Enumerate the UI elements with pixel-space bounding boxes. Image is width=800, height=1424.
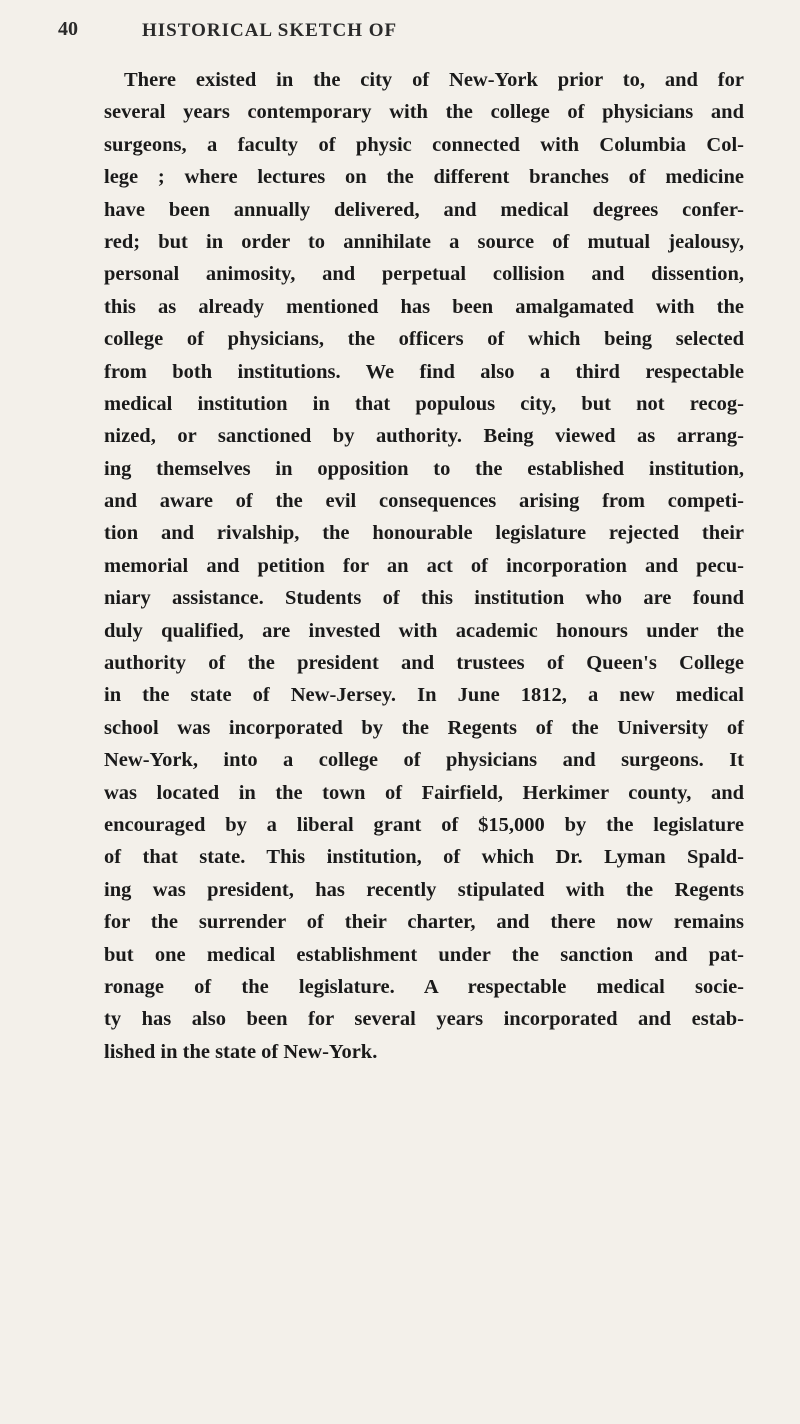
text-line: school was incorporated by the Regents of the University of <box>104 716 744 739</box>
text-line: personal animosity, and perpetual collision and dissention, <box>104 263 744 286</box>
text-line: encouraged by a liberal grant of $15,000 by the legislature <box>104 813 744 836</box>
text-line: this as already mentioned has been amalgamated with the <box>104 295 744 318</box>
text-line: but one medical establishment under the sanction and pat- <box>104 943 744 966</box>
text-line: for the surrender of their charter, and there now remains <box>104 911 744 934</box>
text-line: have been annually delivered, and medical degrees confer- <box>104 198 744 221</box>
text-line: niary assistance. Students of this institution who are found <box>104 587 744 610</box>
text-line: and aware of the evil consequences arising from competi- <box>104 490 744 513</box>
text-line: college of physicians, the officers of which being selected <box>104 328 744 351</box>
running-head: HISTORICAL SKETCH OF <box>142 20 398 41</box>
text-line: ty has also been for several years incorporated and estab- <box>104 1008 744 1031</box>
text-line: nized, or sanctioned by authority. Being viewed as arrang- <box>104 425 744 448</box>
text-line: in the state of New-Jersey. In June 1812, a new medical <box>104 684 744 707</box>
text-line: tion and rivalship, the honourable legislature rejected their <box>104 522 744 545</box>
text-line: red; but in order to annihilate a source of mutual jealousy, <box>104 230 744 253</box>
text-line: lege ; where lectures on the different branches of medicine <box>104 166 744 189</box>
text-line: several years contemporary with the college of physicians and <box>104 101 744 124</box>
text-line: from both institutions. We find also a third respectable <box>104 360 744 383</box>
text-line: of that state. This institution, of which Dr. Lyman Spald- <box>104 846 744 869</box>
text-line: authority of the president and trustees of Queen's College <box>104 652 744 675</box>
text-line: ing was president, has recently stipulated with the Regents <box>104 878 744 901</box>
text-line: duly qualified, are invested with academic honours under the <box>104 619 744 642</box>
text-line: lished in the state of New-York. <box>104 1040 378 1063</box>
text-line: There existed in the city of New-York prior to, and for <box>124 69 744 91</box>
body-text <box>104 64 744 1068</box>
text-line: medical institution in that populous city, but not recog- <box>104 392 744 415</box>
text-line: ing themselves in opposition to the established institution, <box>104 457 744 480</box>
text-line: ronage of the legislature. A respectable medical socie- <box>104 975 744 998</box>
page-number: 40 <box>58 18 78 40</box>
text-line: was located in the town of Fairfield, Herkimer county, and <box>104 781 744 804</box>
text-line: memorial and petition for an act of incorporation and pecu- <box>104 554 744 577</box>
text-line: surgeons, a faculty of physic connected with Columbia Col- <box>104 133 744 156</box>
text-line: New-York, into a college of physicians and surgeons. It <box>104 749 744 772</box>
